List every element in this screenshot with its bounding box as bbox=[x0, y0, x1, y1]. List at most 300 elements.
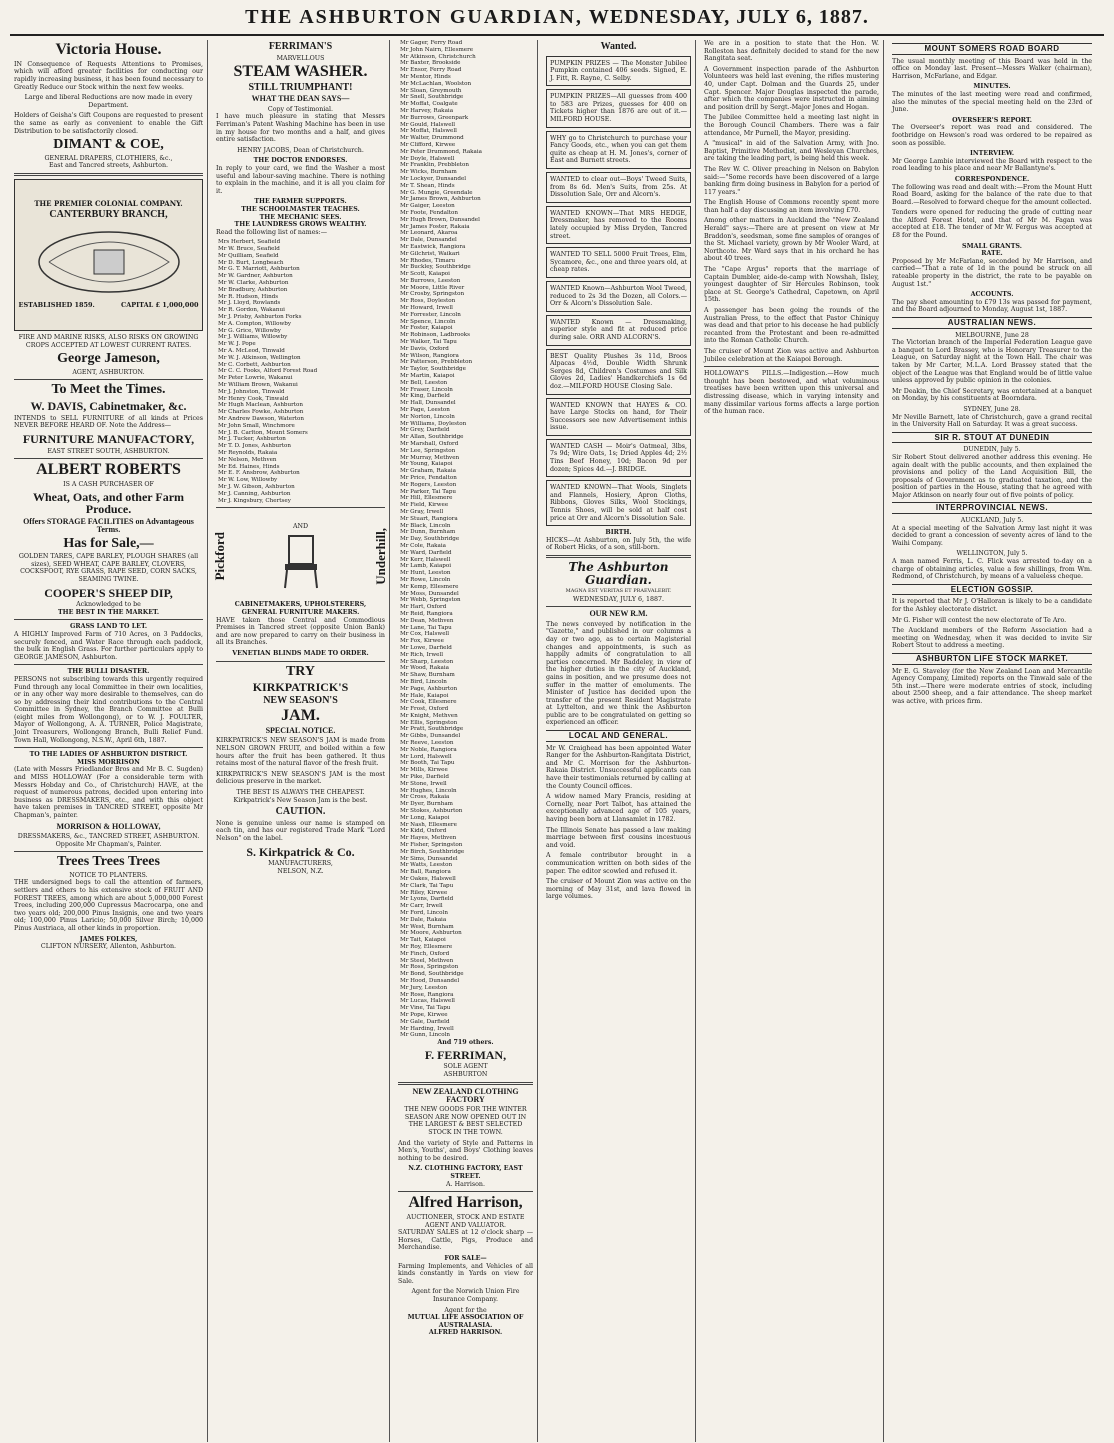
list-item: Mr J. Kingsbury, Chertsey bbox=[218, 497, 291, 504]
list-item: Mr Snell, Southbridge bbox=[400, 94, 464, 101]
list-item: Mr Page, Leeston bbox=[400, 407, 450, 414]
mechanic-heading: THE MECHANIC SEES. bbox=[259, 213, 342, 221]
davis-name: W. DAVIS, Cabinetmaker, &c. bbox=[30, 399, 187, 414]
list-item: Mr J. Prisby, Ashburton Forks bbox=[218, 314, 302, 321]
nzcf-heading: NEW ZEALAND CLOTHING FACTORY bbox=[412, 1086, 519, 1104]
small-grants: SMALL GRANTS. bbox=[962, 242, 1022, 250]
list-item: Mr Pope, Kirwee bbox=[400, 1011, 448, 1018]
list-item: Mr J. W. Gibson, Ashburton bbox=[218, 483, 295, 490]
wanted-2: WANTED to clear out—Boys' Tweed Suits, from 8s 6d. Men's Suits, from 25s. At Dissolution Sale, Orr and Alcorn's. bbox=[546, 172, 691, 203]
cooper-sub: Acknowledged to be bbox=[76, 601, 141, 609]
folkes-name: JAMES FOLKES, bbox=[79, 935, 138, 943]
paper-title: THE ASHBURTON GUARDIAN, bbox=[245, 6, 583, 28]
meet-times: To Meet the Times. bbox=[51, 382, 166, 398]
birth-body: HICKS—At Ashburton, on July 5th, the wife of Robert Hicks, of a son, still-born. bbox=[546, 536, 691, 552]
new-season: NEW SEASON'S bbox=[263, 694, 338, 706]
dean-says: WHAT THE DEAN SAYS— bbox=[251, 94, 350, 104]
list-item: Mr W. Bruce, Seafield bbox=[218, 246, 280, 253]
election-body-2: Mr G. Fisher will contest the new electorate of Te Aro. bbox=[892, 616, 1067, 624]
list-item: Mr Cole, Rakaia bbox=[400, 542, 447, 549]
list-item: Mr Riley, Kirwee bbox=[400, 889, 448, 896]
local-body-2: A widow named Mary Francis, residing at Cornelly, near Port Talbot, has attained the exceptionally advanced age of 105 years, having been born at Llansamlet in 1782. bbox=[546, 793, 691, 824]
interview-heading: INTERVIEW. bbox=[969, 150, 1015, 158]
list-item: Mr Long, Kaiapoi bbox=[400, 814, 450, 821]
list-item: Mr T. Shean, Hinds bbox=[400, 182, 455, 189]
list-item: Mrs Herbert, Seafield bbox=[218, 239, 281, 246]
list-item: Mr Gaiger, Leeston bbox=[400, 203, 455, 210]
chiniquy-note: A passenger has been going the rounds of the Australian Press, to the effect that Pastor Chiniquy was dead and that prior to his decease he had publicly recanted from the Protestant and been re-admitted into the Roman Catholic Church. bbox=[704, 307, 879, 345]
list-item: Mr Dean, Methven bbox=[400, 617, 454, 624]
list-item: Mr W. Clarke, Ashburton bbox=[218, 280, 289, 287]
chair-icon bbox=[271, 530, 331, 590]
list-item: Mr A. McLeod, Tinwald bbox=[218, 348, 285, 355]
sole-agent-town: ASHBURTON bbox=[443, 1070, 488, 1078]
list-item: Mr Lord, Halswell bbox=[400, 753, 452, 760]
list-item: Mr Murray, Methven bbox=[400, 454, 460, 461]
list-item: Mr Franklin, Prebbleton bbox=[400, 162, 470, 169]
list-item: Mr Page, Ashburton bbox=[400, 685, 458, 692]
nelson-location: NELSON, N.Z. bbox=[277, 867, 324, 875]
morrison-name: MISS MORRISON bbox=[77, 758, 140, 766]
list-item: Mr Scott, Kaiapoi bbox=[400, 271, 450, 278]
editorial-body: The news conveyed by notification in the "Gazette," and published in our columns a day or two ago, as to certain Magisterial changes and appointments, is such as happily admits of congratulation to all parties concerned. Mr Baddeley, in view of the higher duties in the city of Auckland, gains in position, and we presume does not suffer in the matter of emoluments. The Minister of Justice has decided upon the transfer of the present Resident Magistrate at Lyttelton, and we think the Ashburton public are to be congratulated on getting so experienced an officer. bbox=[546, 620, 691, 727]
wanted-known-2: WANTED KNOWN—That Wools, Singlets and Flannels, Hosiery, Apron Cloths, Ribbons, Gloves Silks, Wool Stockings, Tennis Shoes, will be sold at half cost price at Orr and Alcorn's Dissolution Sale. bbox=[546, 480, 691, 526]
list-item: Mr Leonard, Akaroa bbox=[400, 230, 458, 237]
birth-heading: BIRTH. bbox=[605, 529, 632, 537]
list-item: Mr Sims, Dunsandel bbox=[400, 855, 458, 862]
list-item: Mr Lee, Springston bbox=[400, 447, 456, 454]
wanted-4: WANTED TO SELL 5000 Fruit Trees, Elm, Sycamore, &c., one and three years old, at cheap rates. bbox=[546, 247, 691, 278]
list-item: Mr Fisher, Springston bbox=[400, 842, 463, 849]
aus-dateline: MELBOURNE, June 28 bbox=[955, 331, 1029, 339]
list-item: Mr Hayes, Methven bbox=[400, 835, 457, 842]
list-item: Mr Harding, Irwell bbox=[400, 1025, 454, 1032]
ladies-heading: TO THE LADIES OF ASHBURTON DISTRICT. bbox=[29, 751, 188, 759]
list-item: Mr Atkinson, Christchurch bbox=[400, 53, 476, 60]
list-item: Mr Patterson, Prebbleton bbox=[400, 359, 473, 366]
list-item: Mr John Nairn, Ellesmere bbox=[400, 46, 474, 53]
list-item: Mr Forrester, Lincoln bbox=[400, 311, 461, 318]
list-item: Mr Foote, Fendalton bbox=[400, 209, 459, 216]
list-item: Mr Bond, Southbridge bbox=[400, 971, 464, 978]
list-item: Mr Dyer, Burnham bbox=[400, 801, 453, 808]
list-item: Mr Lamb, Kaiapoi bbox=[400, 563, 452, 570]
list-item: Mr Foster, Kaiapoi bbox=[400, 325, 453, 332]
list-item: Mr Moss, Dunsandel bbox=[400, 590, 459, 597]
stout-dateline: DUNEDIN, July 5. bbox=[963, 446, 1021, 454]
list-item: Mr Frost, Oxford bbox=[400, 706, 449, 713]
local-body-1: Mr W. Craighead has been appointed Water Ranger for the Ashburton-Rangitata District, and Mr C. Morrison for the Ashburton-Rakaia District. Unsuccessful applicants can have their testimonials returned by calling at the County Council offices. bbox=[546, 744, 691, 790]
list-item: Mr Jury, Leeston bbox=[400, 984, 448, 991]
and-others: And 719 others. bbox=[437, 1039, 494, 1047]
list-item: Mr Lowe, Darfield bbox=[400, 644, 452, 651]
list-item: Mr Cook, Ellesmere bbox=[400, 699, 457, 706]
copy-testimonial: Copy of Testimonial. bbox=[267, 105, 334, 113]
interview-body: Mr George Lambie interviewed the Board with respect to the road leading to his place and near Mr Ballantyne's. bbox=[892, 157, 1092, 173]
schoolmaster-heading: THE SCHOOLMASTER TEACHES. bbox=[241, 205, 360, 213]
grass-heading: GRASS LAND TO LET. bbox=[69, 623, 148, 631]
insurance-seal-icon bbox=[24, 222, 194, 302]
and-label: AND bbox=[292, 522, 309, 530]
list-item: Mr Quilliam, Seafield bbox=[218, 252, 279, 259]
list-item: Mr Graham, Rakaia bbox=[400, 468, 456, 475]
masthead bbox=[10, 6, 1104, 36]
laundress-heading: THE LAUNDRESS GROWS WEALTHY. bbox=[234, 221, 367, 229]
underhill-name: Underhill, bbox=[373, 528, 389, 585]
australian-heading: AUSTRALIAN NEWS. bbox=[892, 317, 1092, 329]
dimant-sub: GENERAL DRAPERS, CLOTHIERS, &c., bbox=[44, 154, 173, 162]
list-item: Mr Dale, Dunsandel bbox=[400, 237, 457, 244]
list-item: Mr Moore, Ashburton bbox=[400, 930, 462, 937]
list-item: Mr W. J. Pope bbox=[218, 341, 256, 348]
list-item: Mr Reeve, Leeston bbox=[400, 740, 454, 747]
list-item: Mr Rhodes, Timaru bbox=[400, 257, 456, 264]
list-item: Mr Carr, Irwell bbox=[400, 903, 443, 910]
local-general-heading: LOCAL AND GENERAL. bbox=[546, 730, 691, 742]
list-item: Mr Hugh Maclean, Ashburton bbox=[218, 402, 303, 409]
list-item: Mr Wilson, Rangiora bbox=[400, 352, 459, 359]
names-heading: Read the following list of names:— bbox=[216, 228, 328, 236]
list-item: Mr Crosby, Springston bbox=[400, 291, 465, 298]
overseer-body: The Overseer's report was read and considered. The footbridge on Hewson's road was ordered to be repaired as soon as possible. bbox=[892, 124, 1092, 147]
zion-note: The cruiser of Mount Zion was active and Ashburton Jubilee celebration at the Kaiapoi Borough. bbox=[704, 347, 879, 363]
list-item: Mr Hugh Brown, Dunsandel bbox=[400, 216, 480, 223]
list-item: Mr Day, Southbridge bbox=[400, 536, 460, 543]
kirkpatrick-heading: KIRKPATRICK'S bbox=[252, 680, 349, 695]
list-item: Mr Doyle, Halswell bbox=[400, 155, 455, 162]
list-item: Mr E. F. Ansbrow, Ashburton bbox=[218, 470, 300, 477]
list-item: Mr Rich, Irwell bbox=[400, 651, 444, 658]
still-triumphant: STILL TRIUMPHANT! bbox=[248, 81, 353, 93]
special-body-2: KIRKPATRICK'S NEW SEASON'S JAM is the most delicious preserve in the market. bbox=[216, 770, 385, 786]
wheat-heading: Wheat, Oats, and other Farm Produce. bbox=[32, 489, 185, 517]
rate-heading: RATE. bbox=[981, 250, 1003, 258]
trees-body: THE undersigned begs to call the attention of farmers, settlers and others to his extensive stock of FRUIT AND FOREST TREES, among which are about 5,000,000 Forest Trees, including 200,000 Cupressus Macrocarpa, one and two years old; 200,000 Pinus Insignis, one and two years old; 100,000 Pinus Laricio; 50,000 Silver Birch; 10,000 Pinus Austriaca, all other kinds in proportion. bbox=[14, 879, 203, 933]
divider bbox=[216, 507, 385, 508]
cabinet-body: HAVE taken those Central and Commodious Premises in Tancred street (opposite Union Bank) and are now prepared to carry on their business in all its Branches. bbox=[216, 616, 385, 647]
our-new-rm: OUR NEW R.M. bbox=[589, 609, 648, 619]
list-item: Mr C. C. Fooks, Alford Forest Road bbox=[218, 368, 318, 375]
list-item: Mr James Brown, Ashburton bbox=[400, 196, 481, 203]
list-item: Mr Vine, Tai Tapu bbox=[400, 1005, 451, 1012]
steam-washer: STEAM WASHER. bbox=[233, 63, 368, 81]
nzcf-body: THE NEW GOODS FOR THE WINTER SEASON ARE NOW OPENED OUT IN THE LARGEST & BEST SELECTED STOCK IN THE TOWN. bbox=[404, 1106, 527, 1137]
wanted-known: WANTED KNOWN that HAYES & CO. have Large Stocks on hand, for Their Successors see new Advertisement inthis issue. bbox=[546, 398, 691, 436]
correspondence-heading: CORRESPONDENCE. bbox=[954, 175, 1030, 183]
list-item: Mr Black, Lincoln bbox=[400, 522, 451, 529]
jameson-name: George Jameson, bbox=[57, 351, 160, 367]
list-item: Mr Marshall, Oxford bbox=[400, 441, 459, 448]
list-item: Mr Charles Fowke, Ashburton bbox=[218, 409, 304, 416]
list-item: Mr Peter Drummond, Rakaia bbox=[400, 148, 483, 155]
list-item: Mr Kerr, Halswell bbox=[400, 556, 451, 563]
list-item: Mr J. Canning, Ashburton bbox=[218, 490, 291, 497]
list-item: Mr Gibbs, Dunsandel bbox=[400, 733, 461, 740]
wanted-3: WANTED KNOWN—That MRS HEDGE, Dressmaker, has removed to the Rooms lately occupied by Miss Dryden, Tancred street. bbox=[546, 206, 691, 244]
list-item: Mr Harvey, Rakaia bbox=[400, 107, 454, 114]
sole-agent: SOLE AGENT bbox=[443, 1063, 488, 1071]
column-2 bbox=[212, 40, 390, 1442]
wanted-cash: WANTED CASH — Moir's Oatmeal, 3lbs, 7s 9d; Wire Oats, 1s; Dried Apples 4d; 2½ Tins Beef Honey, 10d; Bacon 9d per dozen; Spices 4d.—J. BRIDGE. bbox=[546, 439, 691, 477]
why-ad: WHY go to Christchurch to purchase your Fancy Goods, etc., when you can get them quite as cheap at H. M. Jones's, corner of East and Burnett streets. bbox=[546, 131, 691, 169]
sydney-dateline: SYDNEY, June 28. bbox=[963, 405, 1021, 413]
list-item: Mr Ford, Lincoln bbox=[400, 910, 448, 916]
list-item: Mr Parker, Tai Tapu bbox=[400, 488, 457, 495]
marvellous: MARVELLOUS bbox=[276, 54, 325, 62]
list-item: Mr Price, Fendalton bbox=[400, 475, 457, 481]
list-item: Mr A. Compton, Willowby bbox=[218, 320, 291, 327]
list-item: Mr Booth, Tai Tapu bbox=[400, 760, 455, 767]
cooper-best: THE BEST IN THE MARKET. bbox=[57, 608, 160, 616]
insurance-fire: FIRE AND MARINE RISKS, ALSO RISKS ON GROWING CROPS ACCEPTED AT LOWEST CURRENT RATES. bbox=[18, 334, 199, 349]
tenders-body: Tenders were opened for reducing the grade of cutting near the Alford Forest Hotel, and that of Mr M. Fagan was accepted at £18. The tender of Mr W. Fergus was accepted at £8 for the Pound. bbox=[892, 209, 1092, 240]
mount-somers-heading: MOUNT SOMERS ROAD BOARD bbox=[892, 43, 1092, 55]
divider bbox=[14, 619, 203, 620]
best-cheapest: THE BEST IS ALWAYS THE CHEAPEST. Kirkpatrick's New Season Jam is the best. bbox=[233, 789, 368, 804]
caution-heading: CAUTION. bbox=[275, 806, 326, 818]
list-item: Mr J. B. Carlton, Mount Somers bbox=[218, 429, 308, 436]
jameson-sub: AGENT, ASHBURTON. bbox=[72, 368, 145, 376]
farmer-heading: THE FARMER SUPPORTS. bbox=[254, 198, 347, 206]
commons-note: The English House of Commons recently spent more than half a day discussing an item involving £70. bbox=[704, 199, 879, 214]
list-item: Mr Stokes, Ashburton bbox=[400, 808, 463, 815]
rolleston-note: We are in a position to state that the Hon. W. Rolleston has definitely decided to stand for the new Rangitata seat. bbox=[704, 40, 879, 63]
overseer-heading: OVERSEER'S REPORT. bbox=[952, 116, 1032, 124]
list-item: Mr Davis, Oxford bbox=[400, 345, 449, 352]
ferriman-signature: F. FERRIMAN, bbox=[424, 1047, 507, 1062]
rate-body: Proposed by Mr McFarlane, seconded by Mr Harrison, and carried—"That a rate of 1d in the pound be struck on all rateable property in the district, the rate to be payable on August 1st." bbox=[892, 257, 1092, 288]
musical-note: A "musical" in aid of the Salvation Army, with Jno. Baptist, Primitive Methodist, and Wesleyan Churches, are taking the leading part, is being held this week. bbox=[704, 140, 879, 163]
list-item: Mr Stone, Irwell bbox=[400, 780, 447, 787]
doctor-heading: THE DOCTOR ENDORSES. bbox=[253, 157, 348, 165]
list-item: Mr Tait, Kaiapoi bbox=[400, 937, 446, 944]
list-item: Mr Baxter, Brookside bbox=[400, 60, 461, 67]
jam-heading: JAM. bbox=[281, 707, 320, 725]
list-item: Mr Pike, Darfield bbox=[400, 774, 449, 781]
list-item: Mr Howard, Irwell bbox=[400, 305, 453, 312]
wanted-5: WANTED Known—Ashburton Wool Tweed, reduced to 2s 3d the Dozen, all Colors.—Orr & Alcorn's Dissolution Sale. bbox=[546, 281, 691, 312]
testimonial-names bbox=[216, 239, 385, 504]
morrison-firm-sub: DRESSMAKERS, &c., TANCRED STREET, ASHBURTON. Opposite Mr Chapman's, Painter. bbox=[17, 832, 200, 848]
list-item: Mr Nelson, Methven bbox=[218, 456, 277, 463]
list-item: Mr Ross, Doyleston bbox=[400, 298, 456, 305]
list-item: Mr Gilchrist, Waikari bbox=[400, 250, 460, 257]
correspondence-body: The following was read and dealt with:—From the Mount Hutt Road Board, asking for the balance of the rate due to that Board.—Resolved to forward cheque for the amount collected. bbox=[892, 183, 1092, 206]
holloway-pills: HOLLOWAY'S PILLS.—Indigestion.—How much thought has been bestowed, and what voluminous treatises have been written upon this universal and distressing disease, which in varying intensity and many dissimilar various forms affects a large portion of the human race. bbox=[704, 370, 879, 416]
list-item: Mr Eastwick, Rangiora bbox=[400, 243, 466, 250]
list-item: Mr Stuart, Rangiora bbox=[400, 515, 458, 522]
aus-body: The Victorian branch of the Imperial Federation League gave a banquet to Lord Brassey, who is Honorary Treasurer to the League, on Saturday night at the Town Hall. The chair was taken by Mr Carter, M.L.A. Lord Brassey stated that the object of the League was that England would be of little value unless approved by public opinion in the colonies. bbox=[892, 339, 1092, 385]
list-item: Mr Oakes, Halswell bbox=[400, 876, 456, 883]
list-item: Mr T. D. Jones, Ashburton bbox=[218, 443, 292, 450]
list-item: Mr Gager, Ferry Road bbox=[400, 40, 463, 46]
alfred-sub: AUCTIONEER, STOCK AND ESTATE AGENT AND VALUATOR. bbox=[406, 1214, 525, 1229]
dimant-name: DIMANT & COE, bbox=[53, 137, 164, 153]
skirk-name: S. Kirkpatrick & Co. bbox=[246, 844, 355, 859]
list-item: Mr Shaw, Burnham bbox=[400, 672, 455, 679]
divider bbox=[14, 173, 203, 176]
list-item: Mr Lockyer, Dunsandel bbox=[400, 175, 467, 182]
minutes-body: The minutes of the last meeting were read and confirmed, also the minutes of the special meeting held on the 23rd of June. bbox=[892, 90, 1092, 114]
list-item: Mr Williams, Doyleston bbox=[400, 420, 467, 427]
alfred-name: Alfred Harrison, bbox=[408, 1194, 523, 1212]
testimonial-signature: HENRY JACOBS, Dean of Christchurch. bbox=[237, 146, 364, 154]
election-body: It is reported that Mr J. O'Halloran is likely to be a candidate for the Ashley electorate district. bbox=[892, 598, 1092, 613]
list-item: Mr J. Williams, Willowby bbox=[218, 334, 288, 341]
divider bbox=[398, 1082, 533, 1085]
pumpkin-1: PUMPKIN PRIZES — The Monster Jubilee Pumpkin contained 406 seeds. Signed, E. J. Fitt, R. Rayne, C. Selby. bbox=[546, 56, 691, 87]
list-item: Mr West, Burnham bbox=[400, 923, 454, 930]
divider bbox=[704, 366, 879, 367]
list-item: Mr Sharp, Leeston bbox=[400, 658, 454, 665]
divider bbox=[14, 379, 203, 380]
list-item: Mr Andrew Dawson, Waterton bbox=[218, 416, 305, 422]
victoria-body: IN Consequence of Requests Attentions to Promises, which will afford greater facilities for conducting our rapidly increasing business, it has been found necessary to Greatly Reduce our Stock within the next few weeks. bbox=[14, 60, 203, 91]
list-item: Mr Hall, Dunsandel bbox=[400, 400, 456, 407]
list-item: Mr Pratt, Southbridge bbox=[400, 726, 464, 733]
davis-body: INTENDS to SELL FURNITURE of all kinds at Prices NEVER BEFORE HEARD OF. Note the Address— bbox=[14, 414, 203, 430]
guardian-date: WEDNESDAY, JULY 6, 1887. bbox=[572, 595, 665, 603]
for-sale-body: Farming Implements, and Vehicles of all kinds constantly in Yards on view for Sale. bbox=[398, 1262, 533, 1285]
storage-heading: Offers STORAGE FACILITIES on Advantageous Terms. bbox=[23, 516, 194, 535]
list-item: Mr Young, Kaiapoi bbox=[400, 461, 453, 468]
mount-somers-body: The usual monthly meeting of this Board was held in the office on Monday last. Present—Messrs Walker (chairman), Harrison, McFarlane, and Edgar. bbox=[892, 57, 1092, 80]
divider bbox=[398, 1191, 533, 1192]
insurance-top: THE PREMIER COLONIAL COMPANY. bbox=[34, 199, 183, 209]
list-item: Mr Bird, Lincoln bbox=[400, 678, 447, 685]
morrison-firm: MORRISON & HOLLOWAY, bbox=[56, 821, 161, 831]
jubilee-note: The Jubilee Committee held a meeting last night in the Borough Council Chambers. There was a fair attendance, Mr Purnell, the Mayor, presiding. bbox=[704, 114, 879, 137]
divider bbox=[546, 606, 691, 607]
pumpkin-2: PUMPKIN PRIZES—All guesses from 400 to 583 are Prizes, guesses for 400 on Tickets higher than 1876 are out of it.—MILFORD HOUSE. bbox=[546, 89, 691, 127]
albert-sub: IS A CASH PURCHASER OF bbox=[63, 480, 154, 488]
list-item: Mr Hart, Oxford bbox=[400, 604, 447, 611]
list-item: Mr Buckley, Southbridge bbox=[400, 264, 471, 271]
accounts-heading: ACCOUNTS. bbox=[970, 291, 1014, 299]
list-item: Mr Cross, Rakaia bbox=[400, 794, 450, 801]
try-heading: TRY bbox=[285, 663, 316, 679]
list-item: Mr Robinson, Ladbrooks bbox=[400, 332, 471, 339]
list-item: Mr Reynolds, Rakaia bbox=[218, 449, 278, 456]
list-item: Mr Hughes, Lincoln bbox=[400, 787, 457, 794]
folkes-address: CLIFTON NURSERY, Allenton, Ashburton. bbox=[40, 943, 177, 951]
list-item: Mr Gray, Irwell bbox=[400, 508, 444, 515]
list-item: Mr Bradbury, Ashburton bbox=[218, 286, 288, 293]
column-4 bbox=[542, 40, 696, 1442]
list-item: Mr Clifford, Kirwee bbox=[400, 141, 456, 148]
list-item: Mr Mills, Kirwee bbox=[400, 767, 448, 774]
list-item: Mr Walker, Tai Tapu bbox=[400, 339, 457, 346]
list-item: Mr C. Corbett, Ashburton bbox=[218, 361, 291, 368]
list-item: Mr G. T. Marriott, Ashburton bbox=[218, 266, 300, 273]
general-furniture: GENERAL FURNITURE MAKERS. bbox=[241, 608, 360, 616]
minutes-heading: MINUTES. bbox=[973, 83, 1011, 91]
list-item: Mr W. Low, Willowby bbox=[218, 477, 278, 484]
special-notice: SPECIAL NOTICE. bbox=[265, 726, 336, 736]
cabinet-heading: CABINETMAKERS, UPHOLSTERERS, bbox=[234, 601, 367, 609]
list-item: Mr J. Tucker, Ashburton bbox=[218, 436, 286, 443]
special-body: KIRKPATRICK'S NEW SEASON'S JAM is made from NELSON GROWN FRUIT, and boiled within a few hours after the fruit has been gathered. It thus retains most of the natural flavor of the fresh fruit. bbox=[216, 737, 385, 768]
list-item: Mr Moffat, Halswell bbox=[400, 128, 457, 135]
list-item: Mr Webb, Springston bbox=[400, 597, 461, 604]
insurance-capital: CAPITAL £ 1,000,000 bbox=[121, 301, 199, 310]
wellington-body: A man named Ferris, L. C. Flick was arrested to-day on a charge of obtaining articles, value a few shillings, from Wm. Redmond, of Christchurch, by means of a valueless cheque. bbox=[892, 558, 1092, 581]
list-item: Mr Steel, Methven bbox=[400, 957, 454, 964]
insurance-branch: CANTERBURY BRANCH, bbox=[49, 208, 168, 220]
list-item: Mr Peter Lowrie, Wakanui bbox=[218, 375, 293, 382]
agent-norwich: Agent for the Norwich Union Fire Insurance Company. bbox=[411, 1288, 520, 1303]
wanted-6: WANTED Known — Dressmaking, superior style and fit at reduced price during sale. ORR AND ALCORN'S. bbox=[546, 315, 691, 346]
guardian-nameplate: The Ashburton Guardian. bbox=[568, 560, 669, 587]
divider bbox=[14, 747, 203, 748]
stout-body: Sir Robert Stout delivered another address this evening. He again dealt with the public accounts, and then explained the provisions and policy of the Land Acquisition Bill, the proposals of Government as to graduated taxation, and the position of parties in the House, stating that he agreed with Major Atkinson on nearly four out of five points of policy. bbox=[892, 453, 1092, 499]
list-item: Mr Rowe, Lincoln bbox=[400, 576, 451, 583]
venetian: VENETIAN BLINDS MADE TO ORDER. bbox=[232, 649, 369, 657]
list-item: Mr Hunt, Leeston bbox=[400, 570, 451, 577]
doctor-body: In reply to your card, we find the Washer a most useful and labour-saving machine. There is nothing to explain in the machine, and it is all you claim for it. bbox=[216, 164, 385, 195]
list-item: Mr J. Lloyd, Rowlands bbox=[218, 300, 281, 307]
victoria-body-2: Large and liberal Reductions are now made in every Department. bbox=[24, 94, 193, 109]
list-item: Mr Dunn, Burnham bbox=[400, 529, 456, 536]
sale-items: GOLDEN TARES, CAPE BARLEY, PLOUGH SHARES (all sizes), SEED WHEAT, CAPE BARLEY, CLOVERS, COCKSFOOT, RYE GRASS, RAPE SEED, CORN SACKS, SEAMING TWINE. bbox=[18, 553, 199, 583]
has-sale: Has for Sale,— bbox=[63, 535, 154, 551]
bulli-heading: THE BULLI DISASTER. bbox=[67, 668, 150, 676]
column-3 bbox=[394, 40, 538, 1442]
oranges-note: Among other matters in Auckland the "New Zealand Herald" says:—There are at present on view at Mr Braddon's, seedsman, some fine samples of oranges of the St. Michael variety, grown by Mr Wooler Ward, at Northcote. Mr Ward says that in his orchard he has about 40 trees. bbox=[704, 217, 879, 263]
divider bbox=[14, 664, 203, 665]
list-item: Mr Allan, Southbridge bbox=[400, 434, 464, 441]
list-item: Mr G. Grice, Willowby bbox=[218, 327, 281, 334]
list-item: Mr J. Johnston, Tinwald bbox=[218, 388, 285, 395]
list-item: Mr Ensor, Ferry Road bbox=[400, 67, 462, 74]
list-item: Mr Kidd, Oxford bbox=[400, 828, 447, 835]
victoria-heading: Victoria House. bbox=[55, 41, 162, 58]
list-item: Mr Bell, Leeston bbox=[400, 379, 448, 386]
list-item: Mr Mentor, Hinds bbox=[400, 73, 451, 80]
aus-body-2: Mr Deakin, the Chief Secretary, was entertained at a banquet on Monday, by his constituents at Boorndara. bbox=[892, 387, 1092, 403]
list-item: Mr Field, Kirwee bbox=[400, 502, 449, 509]
interprov-dateline: AUCKLAND, July 5. bbox=[960, 517, 1024, 525]
list-item: Mr Reid, Rangiora bbox=[400, 610, 453, 617]
nzcf-sign: N.Z. CLOTHING FACTORY, EAST STREET. bbox=[408, 1165, 523, 1181]
agent-for: Agent for the bbox=[444, 1306, 487, 1314]
list-item: Mr Hale, Kaiapoi bbox=[400, 692, 449, 699]
list-item: Mr Gould, Halswell bbox=[400, 121, 456, 128]
list-item: Mr Hood, Dunsandel bbox=[400, 977, 460, 984]
best-quality: BEST Quality Plushes 3s 11d, Broos Alpacas 4½d, Double Width Shrunk Serges 8d, Children's Costumes and Silk Gloves 2d, Ladies' Handkerchiefs 1s 6d doz.—MILFORD HOUSE Closing Sale. bbox=[546, 349, 691, 395]
albert-name: ALBERT ROBERTS bbox=[36, 461, 181, 479]
list-item: Mr Burrows, Greenpark bbox=[400, 114, 469, 121]
list-item: Mr Moffat, Coalgate bbox=[400, 101, 458, 108]
list-item: Mr King, Darfield bbox=[400, 393, 450, 400]
list-item: Mr Fraser, Lincoln bbox=[400, 386, 453, 393]
list-item: Mr Noble, Rangiora bbox=[400, 746, 457, 753]
trees-heading: Trees Trees Trees bbox=[57, 854, 160, 870]
list-item: Mr Gunn, Lincoln bbox=[400, 1032, 451, 1039]
list-item: Mr Ball, Rangiora bbox=[400, 869, 451, 876]
furniture-heading: FURNITURE MANUFACTORY, bbox=[22, 431, 195, 446]
list-item: Mr Taylor, Southbridge bbox=[400, 366, 466, 373]
morrison-body: (Late with Messrs Friedlander Bros and Mr B. C. Sugden) and MISS HOLLOWAY (For a considerable term with Messrs Hobday and Co., of Christchurch) HAVE, at the request of numerous patrons, decided upon entering into business as DRESSMAKERS, etc., and with this object have taken premises in TANCRED STREET, opposite Mr Chapman's, painter. bbox=[14, 766, 203, 819]
mutual-life: MUTUAL LIFE ASSOCIATION OF AUSTRALASIA. bbox=[407, 1314, 524, 1329]
pickford-ad bbox=[212, 511, 389, 601]
pickford-name: Pickford bbox=[212, 532, 227, 581]
for-sale: FOR SALE— bbox=[444, 1255, 487, 1262]
list-item: Mr Ross, Springston bbox=[400, 964, 459, 971]
interprov-body: At a special meeting of the Salvation Army last night it was decided to grant a concession of seventy acres of land to the Waihi Company. bbox=[892, 524, 1092, 547]
list-item: Mr Gale, Darfield bbox=[400, 1018, 450, 1025]
accounts-body: The pay sheet amounting to £79 13s was passed for payment, and the Board adjourned to Monday, August 1st, 1887. bbox=[892, 298, 1092, 314]
